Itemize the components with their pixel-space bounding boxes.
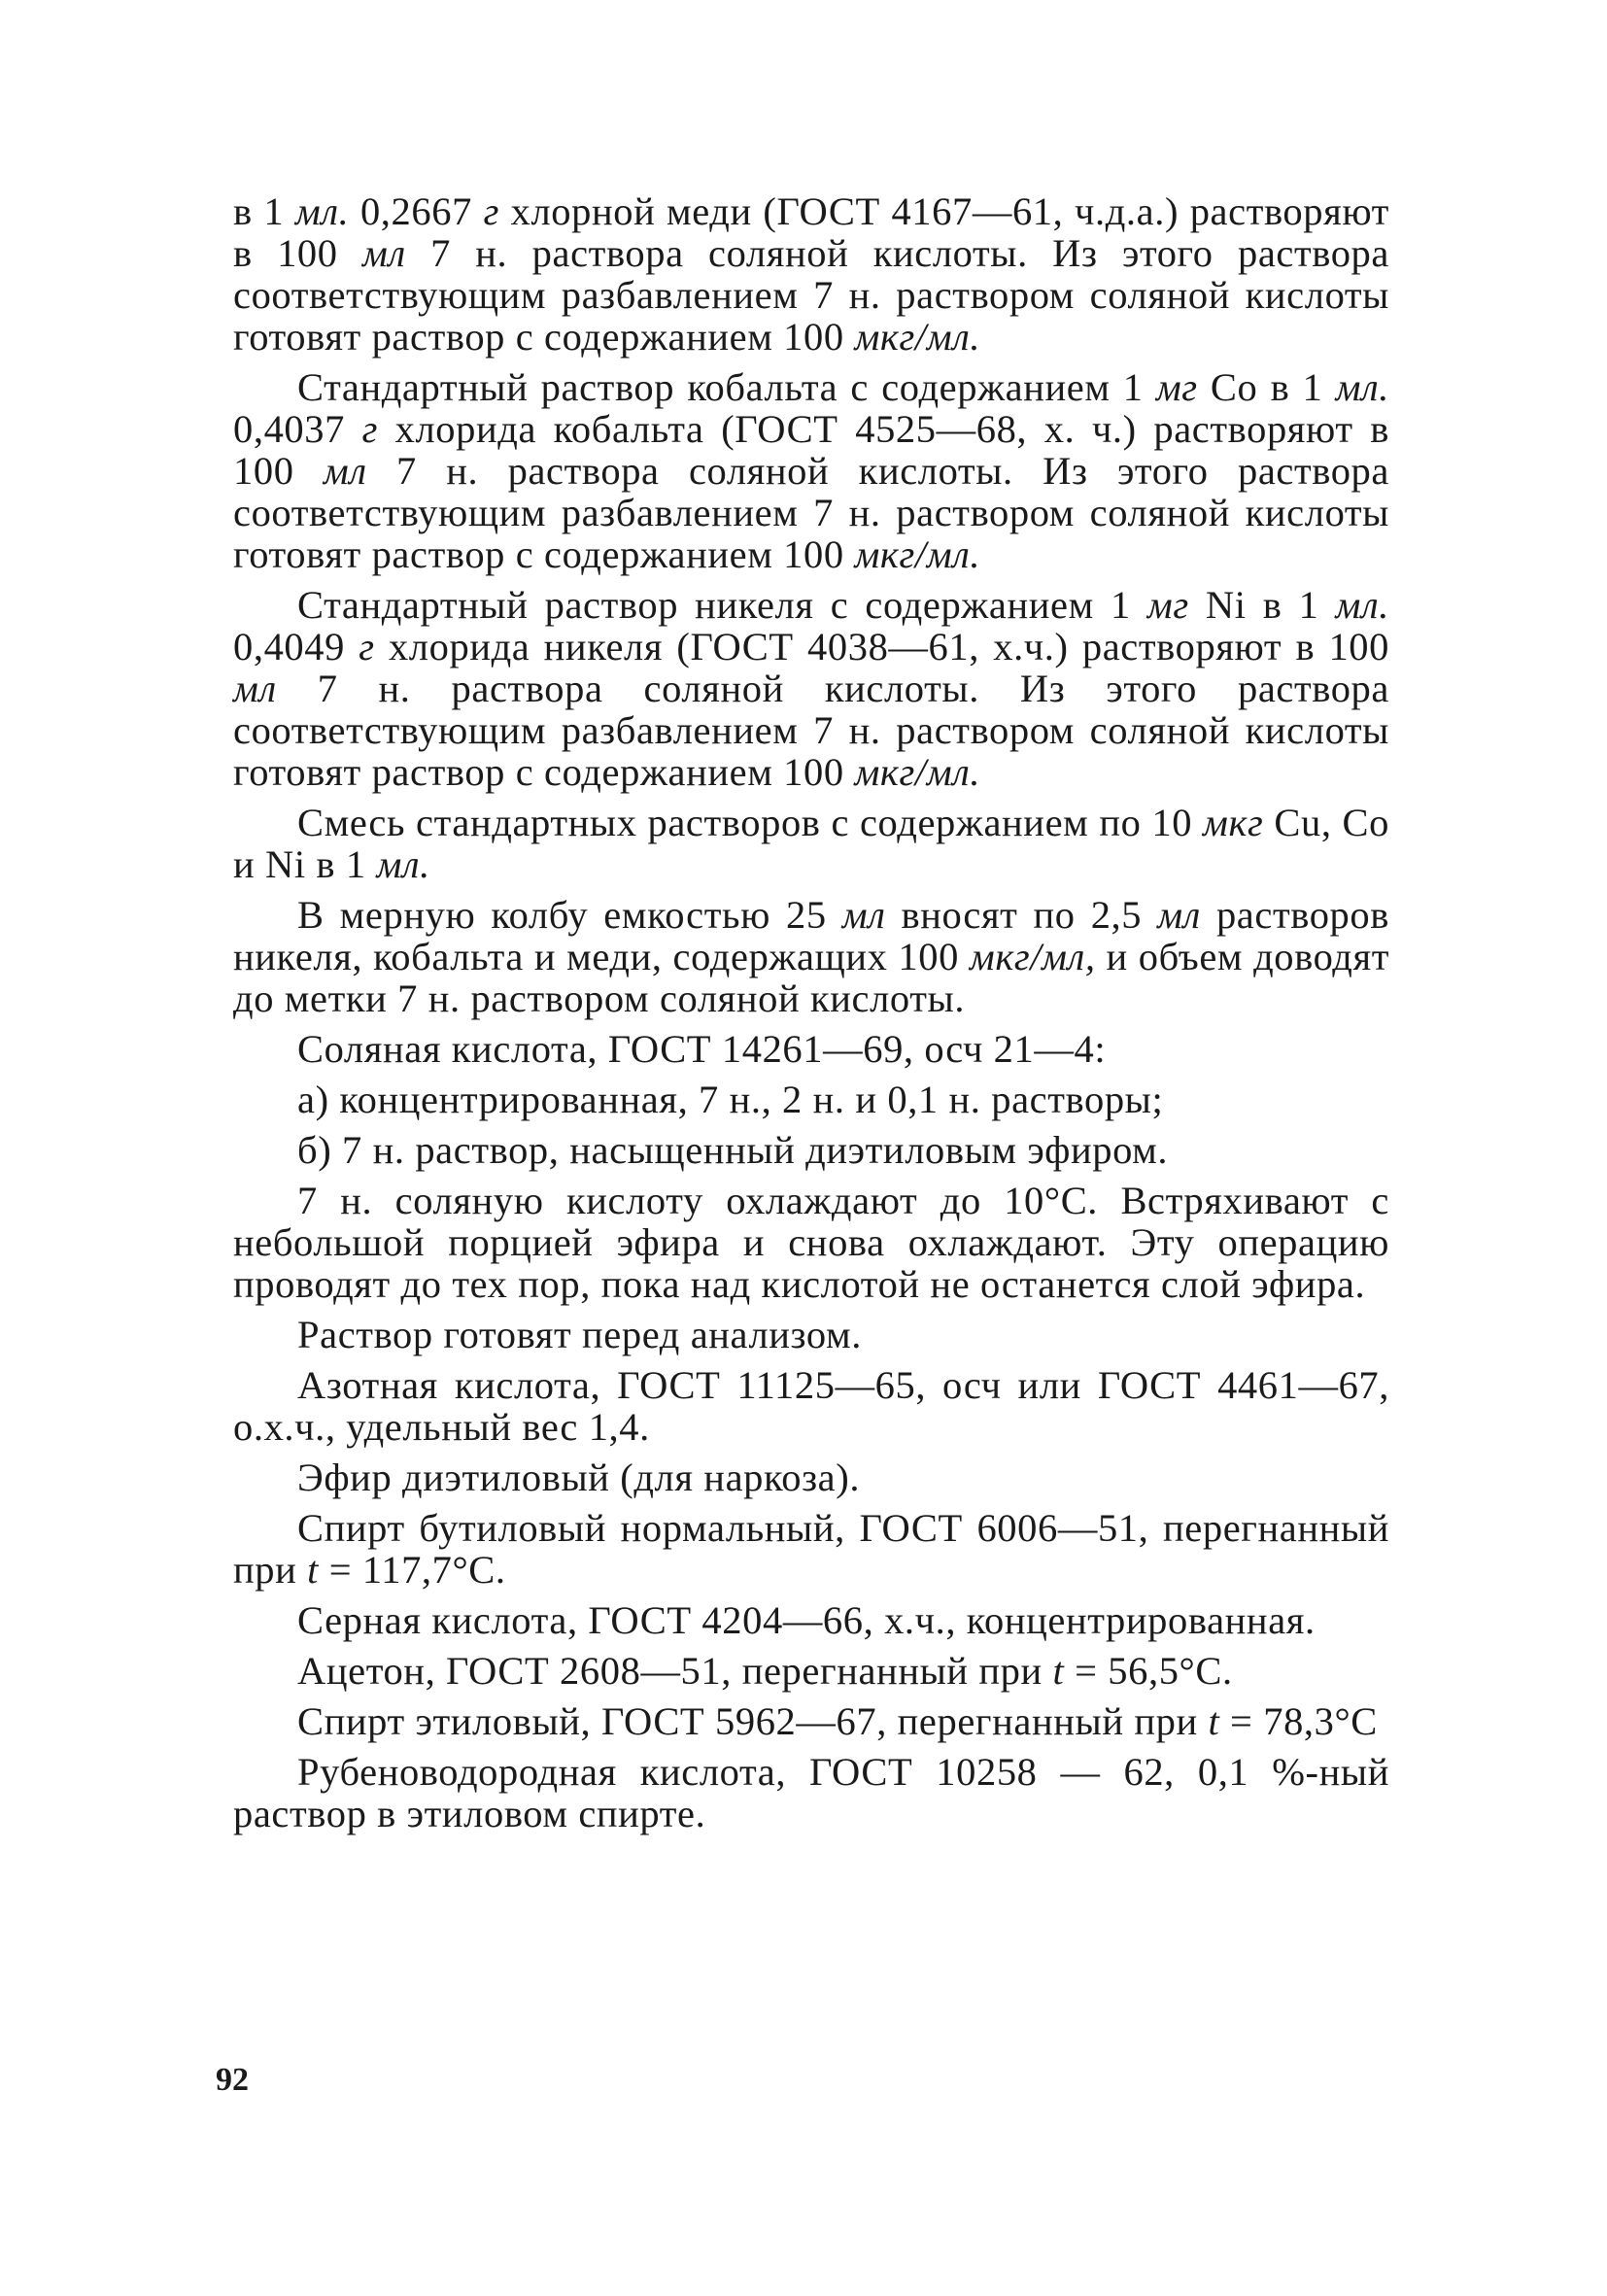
paragraph-ether-saturation [233,1180,1389,1305]
text-run: хлорида кобальта (ГОСТ 4525—68, х. ч.) растворяют в 100 [233,407,1389,493]
list-item-b [233,1129,1389,1171]
unit-text: мг [1155,365,1198,409]
text-run: Рубеноводородная кислота, ГОСТ 10258 — 62, 0,1 %-ный раствор в этиловом спирте. [233,1750,1389,1835]
text-run: в 1 [233,189,295,233]
text-run: 7 н. раствора соляной кислоты. Из этого раствора соответствующим разбавлением 7 н. раствором соляной кислоты готовят раствор с содержанием 100 [233,667,1389,794]
paragraph-rubeanic-acid [233,1751,1389,1834]
text-run: а) концентрированная, 7 н., 2 н. и 0,1 н. растворы; [297,1078,1164,1121]
text-run: = 117,7°С. [318,1548,506,1592]
text-run: 7 н. раствора соляной кислоты. Из этого раствора соответствующим разбавлением 7 н. раствором соляной кислоты готовят раствор с содержанием 100 [233,231,1389,359]
text-run: Cu, Co и Ni в 1 [233,801,1389,886]
unit-text: t [307,1548,319,1592]
text-run: Соляная кислота, ГОСТ 14261—69, осч 21—4: [297,1027,1107,1071]
text-run: Спирт этиловый, ГОСТ 5962—67, перегнанный при [297,1699,1209,1743]
unit-text: мл [323,449,367,493]
text-run: 0,4037 [233,407,362,451]
text-run: растворов никеля, кобальта и меди, содержащих 100 [233,893,1389,978]
paragraph-diethyl-ether [233,1456,1389,1498]
unit-text: мл [362,231,406,275]
paragraph-mixture-title [233,802,1389,885]
paragraph-nickel-standard [233,584,1389,793]
text-run: вносят по 2,5 [885,893,1158,937]
unit-text: мг [1146,583,1189,627]
unit-text: t [1208,1699,1220,1743]
paragraph-mixture-procedure [233,894,1389,1019]
text-run: Ацетон, ГОСТ 2608—51, перегнанный при [297,1649,1053,1693]
unit-text: мл. [376,842,430,886]
paragraph-hydrochloric-acid [233,1028,1389,1070]
unit-text: г [359,625,375,668]
text-run: 7 н. соляную кислоту охлаждают до 10°С. Встряхивают с небольшой порцией эфира и снова охлаждают. Эту операцию проводят до тех пор, пока над кислотой не останется слой эфира. [233,1179,1389,1306]
paragraph-copper-standard [233,190,1389,358]
text-run: 0,2667 [349,189,484,233]
unit-text: мл [233,667,277,710]
text-run: Смесь стандартных растворов с содержанием по 10 [297,801,1204,844]
paragraph-ethyl-alcohol [233,1700,1389,1742]
unit-text: мл [841,893,886,937]
unit-text: мкг/мл. [854,532,981,576]
unit-text: мл [1157,893,1201,937]
text-run: В мерную колбу емкостью 25 [297,893,842,937]
text-run: Стандартный раствор кобальта с содержанием 1 [297,365,1156,409]
text-run: Co в 1 [1197,365,1336,409]
text-run: хлорида никеля (ГОСТ 4038—61, х.ч.) растворяют в 100 [374,625,1389,668]
unit-text: г [483,189,499,233]
unit-text: мкг/мл. [854,315,981,359]
unit-text: мкг/мл, [969,935,1096,978]
text-run: = 56,5°С. [1064,1649,1233,1693]
paragraph-butyl-alcohol [233,1507,1389,1591]
text-run: б) 7 н. раствор, насыщенный диэтиловым эфиром. [297,1128,1169,1172]
text-run: Азотная кислота, ГОСТ 11125—65, осч или ГОСТ 4461—67, о.х.ч., удельный вес 1,4. [233,1363,1389,1449]
page-number: 92 [216,2062,249,2098]
unit-text: мкг/мл. [854,750,981,794]
text-run: 0,4049 [233,625,359,668]
paragraph-prepare-before [233,1314,1389,1355]
text-run: Стандартный раствор никеля с содержанием 1 [297,583,1147,627]
unit-text: мкг [1203,801,1264,844]
text-run: и объем доводят до метки 7 н. раствором соляной кислоты. [233,935,1389,1020]
page-body [233,190,1389,1843]
paragraph-acetone [233,1650,1389,1692]
text-run: 7 н. раствора соляной кислоты. Из этого раствора соответствующим разбавлением 7 н. раствором соляной кислоты готовят раствор с содержанием 100 [233,449,1389,576]
paragraph-sulfuric-acid [233,1599,1389,1641]
text-run: Серная кислота, ГОСТ 4204—66, х.ч., концентрированная. [297,1598,1316,1642]
text-run: Эфир диэтиловый (для наркоза). [297,1456,861,1499]
unit-text: г [361,407,379,451]
unit-text: мл. [294,189,350,233]
unit-text: t [1052,1649,1065,1693]
unit-text: мл. [1335,583,1389,627]
unit-text: мл. [1335,365,1389,409]
text-run: Ni в 1 [1188,583,1336,627]
paragraph-nitric-acid [233,1364,1389,1448]
list-item-a [233,1079,1389,1120]
text-run: хлорной меди (ГОСТ 4167—61, ч.д.а.) растворяют в 100 [233,189,1389,275]
paragraph-cobalt-standard [233,366,1389,575]
text-run: Спирт бутиловый нормальный, ГОСТ 6006—51, перегнанный при [233,1506,1389,1592]
text-run: Раствор готовят перед анализом. [297,1313,862,1356]
text-run: = 78,3°С [1219,1699,1378,1743]
